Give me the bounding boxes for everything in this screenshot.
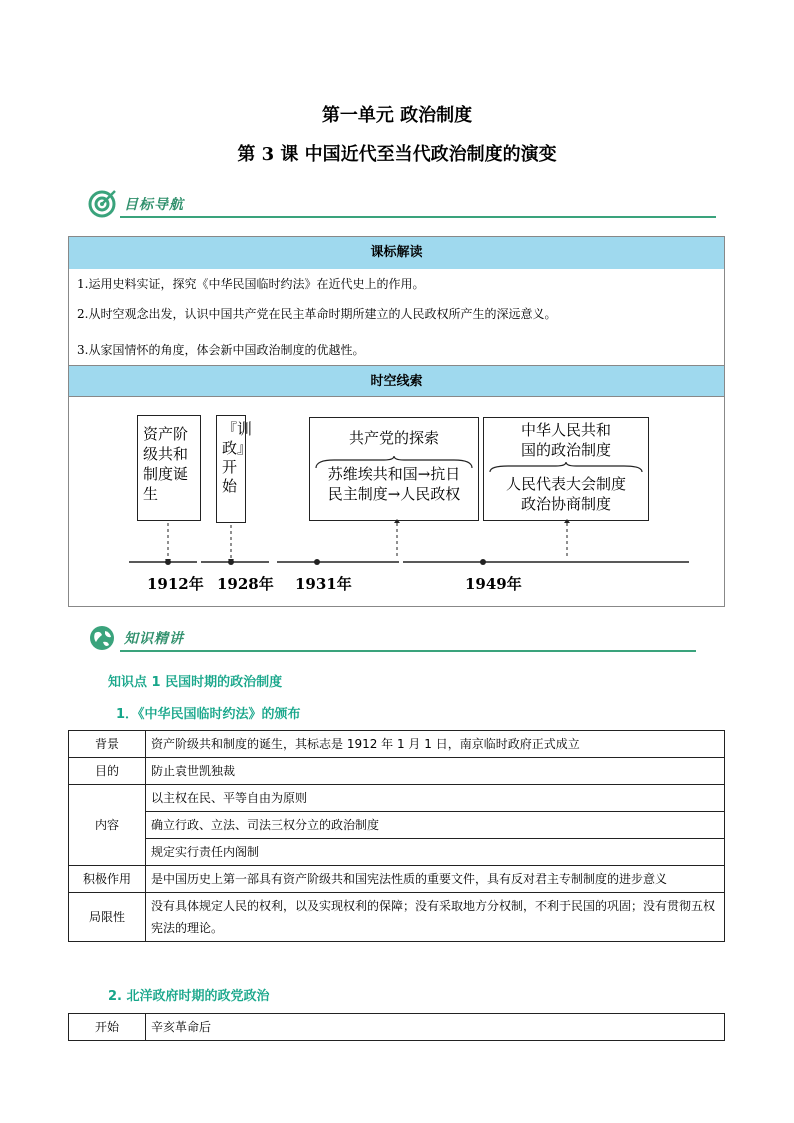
goal-section [68,236,725,607]
row-label: 开始 [69,1014,146,1041]
timeline-axis [119,517,699,577]
table-row [69,893,725,942]
row-value: 规定实行责任内阁制 [146,839,725,866]
knowledge-banner-line [120,650,696,652]
lesson-title: 第 3 课 中国近代至当代政治制度的演变 [237,144,557,165]
subheading-2: 2. 北洋政府时期的政党政治 [108,989,270,1004]
objective-1: 1.运用史料实证，探究《中华民国临时约法》在近代史上的作用。 [77,277,425,291]
year-1912: 1912年 [147,575,204,593]
table-row [69,758,725,785]
goal-banner [88,186,718,226]
curriculum-header: 课标解读 [69,237,724,269]
subheading-1: 1．《中华民国临时约法》的颁布 [116,707,301,722]
row-label: 积极作用 [69,866,146,893]
knowledge-point-1: 知识点 1 民国时期的政治制度 [108,675,283,690]
table-row [69,1014,725,1041]
objective-3: 3.从家国情怀的角度，体会新中国政治制度的优越性。 [77,343,365,357]
brace-icon-2 [488,462,644,474]
row-value: 辛亥革命后 [146,1014,725,1041]
year-1928: 1928年 [217,575,274,593]
target-icon [88,188,118,218]
row-label: 内容 [69,785,146,866]
table-row [69,731,725,758]
row-value: 资产阶级共和制度的诞生，其标志是 1912 年 1 月 1 日，南京临时政府正式成立 [146,731,725,758]
row-label: 背景 [69,731,146,758]
row-value: 防止袁世凯独裁 [146,758,725,785]
year-1949: 1949年 [465,575,522,593]
timeline-header: 时空线索 [69,365,724,397]
constitution-table [68,730,725,942]
timeline-box-1949: 中华人民共和 国的政治制度 人民代表大会制度 政治协商制度 [483,417,649,521]
table-row [69,812,725,839]
goal-banner-title: 目标导航 [124,197,184,213]
knowledge-banner-title: 知识精讲 [124,631,184,647]
row-label: 目的 [69,758,146,785]
timeline-box-1912: 资产阶级共和制度诞生 [137,415,201,521]
timeline-box-1928: 『训政』开始 [216,415,246,523]
table-row [69,839,725,866]
row-value: 没有具体规定人民的权利，以及实现权利的保障；没有采取地方分权制，不利于民国的巩固；没有贯彻五权宪法的理论。 [146,893,725,942]
globe-icon [88,622,118,652]
brace-icon [314,456,474,470]
objective-2: 2.从时空观念出发，认识中国共产党在民主革命时期所建立的人民政权所产生的深远意义。 [77,307,557,321]
table-row [69,785,725,812]
knowledge-banner [88,620,698,660]
row-value: 以主权在民、平等自由为原则 [146,785,725,812]
goal-banner-line [120,216,716,218]
beiyang-table [68,1013,725,1041]
unit-title: 第一单元 政治制度 [321,105,473,126]
table-row [69,866,725,893]
row-value: 确立行政、立法、司法三权分立的政治制度 [146,812,725,839]
timeline-box-1931: 共产党的探索 苏维埃共和国→抗日 民主制度→人民政权 [309,417,479,521]
row-label: 局限性 [69,893,146,942]
year-1931: 1931年 [295,575,352,593]
row-value: 是中国历史上第一部具有资产阶级共和国宪法性质的重要文件，具有反对君主专制制度的进步意义 [146,866,725,893]
